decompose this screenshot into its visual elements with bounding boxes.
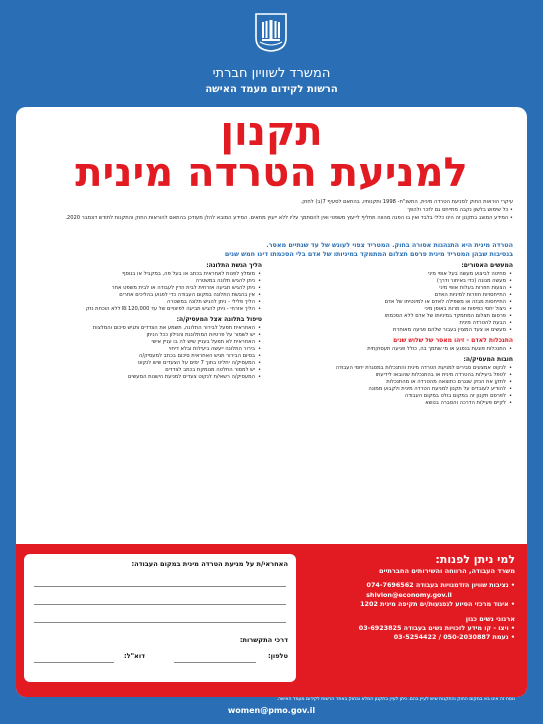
list-item: • הליך פלילי - ניתן להגיש תלונה במשטרה (30, 299, 255, 306)
emphasis-line: בנסיבות שבהן המטריד מינית פרסם תצלום המתמקד במיניותו של אדם בלי הסכמתו דינו חמש שנים (224, 250, 513, 258)
intro-line: עיקרי הוראות החוק למניעת הטרדה מינית, התשנ"ח- 1998 ותקנותיו, בהתאם לסעיף 7(ב) לחוק. (300, 199, 513, 205)
contact-email[interactable]: shivion@economy.gov.il (366, 590, 452, 599)
list-item: • לתקן את הנזק שנגרם כתוצאה מהטרדה או מהתנכלות (281, 379, 506, 386)
list-item: • התייחסויות חוזרות למיניות האדם (281, 292, 506, 299)
list-item: • התנכלות פוגעת בנפגע או מי שתמך בה, כולל פגיעה תעסוקתית (281, 346, 506, 353)
contact-panel (16, 544, 527, 697)
forbidden-list (281, 271, 513, 334)
process-heading: הליך הגשת התלונה: (206, 262, 262, 269)
intro-line: • כל שימוש בלשון נקבה מתייחס גם לזכר ולהפך (407, 207, 513, 213)
fill-line[interactable] (34, 604, 286, 605)
list-item: • התייחסות מבזה או משפילה לאדם או למינטיתו של אדם (281, 299, 506, 306)
list-item: • להודיע לעובדים על תקנון למניעת הטרדה מינית ולקבוע ממונה (281, 386, 506, 393)
title-line-2: למניעת הטרדה מינית (75, 150, 468, 196)
orgs-title: ארגוני נשים כגון (465, 614, 515, 623)
list-item: • יש למסור החלטה מנומקת בכתב לצדדים (30, 367, 255, 374)
list-item: • הצעות חוזרות בעלות אופי מיני (281, 285, 506, 292)
emphasis-line: הטרדה מינית היא התנהגות אסורה בחוק. המטריד צפוי לעונש של עד שנתיים מאסר. (266, 241, 513, 249)
list-item: • ניתן להגיש תביעה אזרחית לבית הדין לעבודה או לבית משפט אחר (30, 285, 255, 292)
list-item: • המעסיק/ה יחליט בתוך 7 ימים על הצעדים שיש לנקוט (30, 360, 255, 367)
content-card (16, 107, 527, 697)
fill-line[interactable] (34, 622, 286, 623)
email-field[interactable] (34, 662, 114, 663)
intro-line: • המידע המוצג בתקנון זה הינו כללי בלבד ואין בו הפנה מהווה תחליף לייעוץ משפטי ואין להסתמך עליו ללא ייעוץ מתאים. המידע המובא להלן מעודכן בהתאם להוראות החוק והתקנות לחודש דצמבר 2020. (65, 215, 513, 221)
contact-line: • נעמת 050-2030887 / 03-5254422 (393, 633, 515, 641)
retaliation-list (281, 346, 513, 353)
title-line-1: תקנון (220, 109, 323, 155)
list-item: • ניצול יחסי כפיפות או מרות באופן מיני (281, 306, 506, 313)
list-item: • ניתן להגיש תלונה במשטרה (30, 278, 255, 285)
list-item: • האחראית לא תפעל בעניין שיש לה בו עניין אישי (30, 339, 255, 346)
contacts-ministry: משרד העבודה, הרווחה והשירותים החברתיים (378, 567, 515, 575)
list-item: • לנקוט אמצעים סבירים למניעת הטרדה מינית והתנכלות במסגרת יחסי העבודה (281, 365, 506, 372)
contact-line: • ויצו - קו מידע לזכויות נשים בעבודה 03-6923825 (358, 623, 515, 632)
contacts-title: למי ניתן לפנות: (435, 553, 515, 566)
list-item: • לפרסם תקנון זה במקום בולט במקום העבודה (281, 393, 506, 400)
list-item: • לטפל ביעילות בהטרדה מינית או בהתנכלות שהובאו לידיעתו (281, 372, 506, 379)
list-item: • המעסיק/ה רשאי/ת לנקוט צעדים למניעת הישנות המעשים (30, 374, 255, 381)
list-item: • בירור התלונה ייעשה ביעילות ובלא דיחוי (30, 346, 255, 353)
contact-line: • נציבות שוויון הזדמנויות בעבודה 074-7696562 (366, 581, 515, 589)
responsible-label: האחראי/ת על מניעת הטרדה מינית במקום העבודה: (131, 560, 288, 568)
left-column (30, 262, 262, 384)
list-item: • מומלץ לפנות לאחראית בכתב או בעל פה, במקביל או בנוסף (30, 271, 255, 278)
handling-heading: טיפול בתלונה אצל המעסיק/ה: (176, 316, 262, 323)
email-label: דוא"ל: (124, 652, 146, 660)
forbidden-heading: המעשים האסורים: (461, 262, 513, 269)
list-item: • בסיום הבירור תגיש האחראית סיכום בכתב למעסיק/ה (30, 353, 255, 360)
list-item: • סחיטה לביצוע מעשה בעל אופי מיני (281, 271, 506, 278)
responsible-form (24, 554, 296, 682)
state-emblem-icon (254, 12, 288, 52)
list-item: • האחראית תפעל לבירור התלונה, תשמע את הצדדים ותגיש סיכום והמלצות (30, 325, 255, 332)
list-item: • מעשים או צעד המצוין בעבור שלהם פגיעה מאוחרת (281, 327, 506, 334)
intro-text (30, 199, 513, 223)
contacts-list (303, 552, 515, 643)
header (0, 0, 543, 110)
duties-heading: חובות המעסיק/ה: (463, 356, 513, 363)
handling-list (30, 325, 262, 381)
footnote: נוסח זה אינו בא במקום החוק והתקנות שיש לעיין בהם. ניתן לעיין בתקנון המלא ובחוק באתר הרשות לקידום מעמד האישה. (276, 697, 515, 702)
retaliation-heading: התנכלות לאדם - זיהו מאסר של שלוש שנים (393, 337, 513, 344)
emphasis-text (30, 241, 513, 259)
list-item: • אין בהגשת התלונה במקום העבודה כדי לפגוע בהליכים אחרים (30, 292, 255, 299)
list-item: • יש לשמור על פרטיות המתלוננת והנילון ככל הניתן (30, 332, 255, 339)
right-column (281, 262, 513, 410)
list-item: • לקיים פעילות הדרכה והסברה בנושא (281, 400, 506, 407)
ministry-name: המשרד לשוויון חברתי (212, 66, 331, 81)
phone-field[interactable] (174, 662, 256, 663)
process-list (30, 271, 262, 313)
duties-list (281, 365, 513, 407)
list-item: • פרסום תצלום המתמקד במיניותו של אדם ללא הסכמתו (281, 313, 506, 320)
contact-label: דרכי התקשרות: (239, 636, 288, 644)
list-item: • מעשה מגונה (כדי באיחור ודרך) (281, 278, 506, 285)
footer-email[interactable]: women@pmo.gov.il (227, 706, 316, 715)
phone-label: טלפון: (268, 652, 288, 660)
list-item: • הבעת להטרדה מינית (281, 320, 506, 327)
contact-line: • איגוד מרכזי הסיוע לנפגעות/ים תקיפה מינית 1202 (360, 600, 515, 608)
list-item: • הליך אזרחי - ניתן להגיש תביעה לפיצויים של עד 120,000 ₪ ללא הוכחת נזק (30, 306, 255, 313)
fill-line[interactable] (34, 586, 286, 587)
authority-name: הרשות לקידום מעמד האישה (205, 84, 338, 95)
